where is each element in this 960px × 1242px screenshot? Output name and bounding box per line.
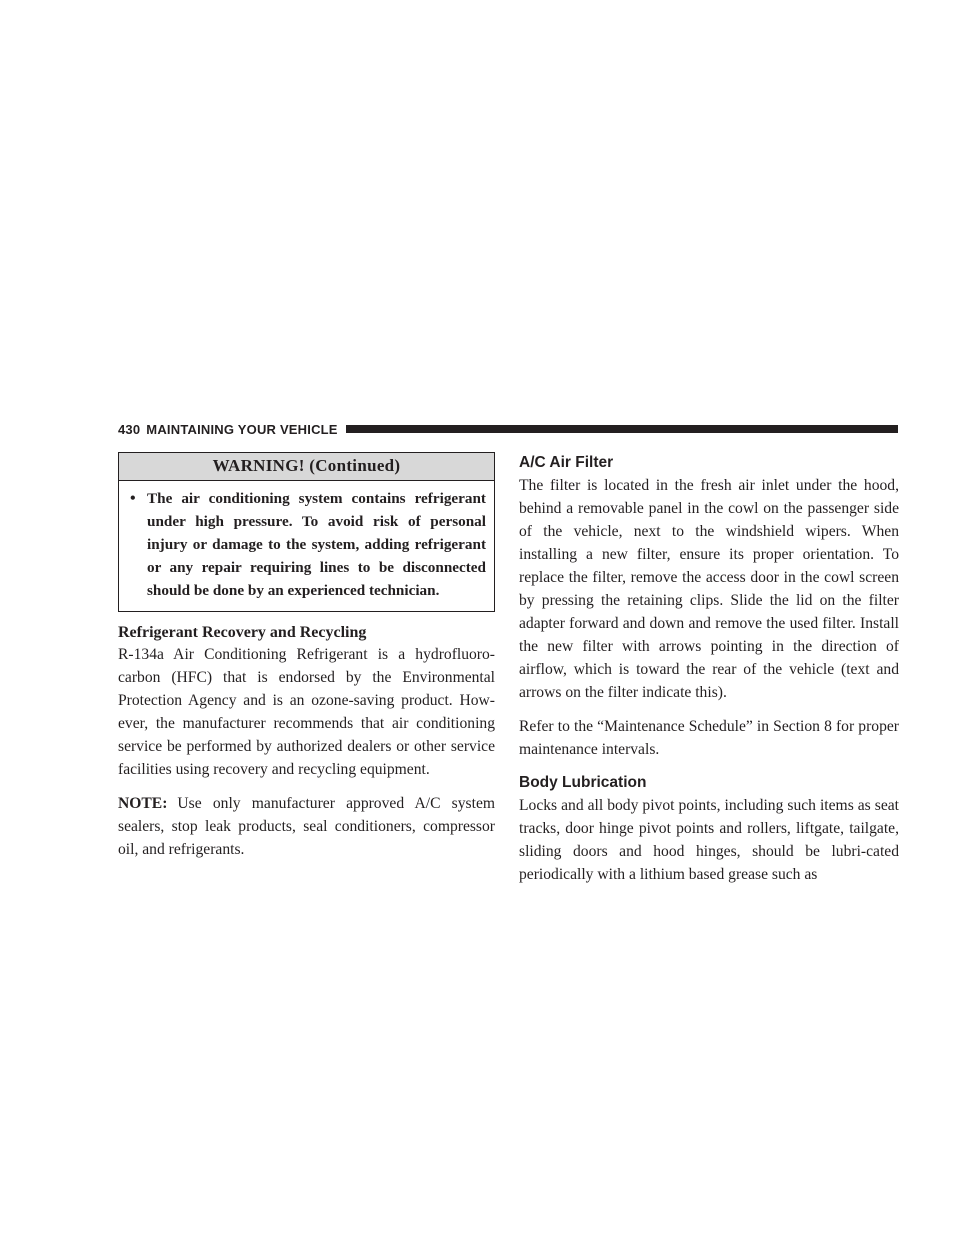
left-column [118,452,495,861]
section-title: MAINTAINING YOUR VEHICLE [146,421,338,437]
refrigerant-paragraph: R-134a Air Conditioning Refrigerant is a hydrofluoro-carbon (HFC) that is endorsed by the Environmental Protection Agency and is an ozone-saving product. How-ever, the manufacturer recommends that air conditioning service be performed by authorized dealers or other service facilities using recovery and recycling equipment. [118,646,495,778]
body-lubrication-paragraph: Locks and all body pivot points, including such items as seat tracks, door hinge pivot points and rollers, liftgate, tailgate, sliding doors and hood hinges, should be lubri-cated periodically with a lithium based grease such as [519,797,899,883]
note-paragraph [118,792,495,861]
ac-filter-paragraph: The filter is located in the fresh air inlet under the hood, behind a removable panel in the cowl on the passenger side of the vehicle, next to the windshield wipers. When installing a new filter, ensure its proper orientation. To replace the filter, remove the access door in the cowl screen by pressing the retaining clips. Slide the lid on the filter adapter forward and down and remove the used filter. Install the new filter with arrows pointing in the direction of airflow, which is toward the rear of the vehicle (text and arrows on the filter indicate this). [519,477,899,701]
page-number: 430 [118,421,141,437]
right-column [519,452,899,886]
page-header [118,421,898,437]
note-text: Use only manufacturer approved A/C system sealers, stop leak products, seal conditioners, compressor oil, and refrigerants. [118,795,495,858]
warning-title: WARNING! (Continued) [119,453,494,481]
refrigerant-heading: Refrigerant Recovery and Recycling [118,624,367,641]
note-label: NOTE: [118,795,168,812]
body-lubrication-heading: Body Lubrication [519,774,647,791]
schedule-paragraph: Refer to the “Maintenance Schedule” in Section 8 for proper maintenance intervals. [519,718,899,758]
warning-box [118,452,495,612]
warning-body [119,481,494,611]
ac-filter-heading: A/C Air Filter [519,454,614,471]
header-rule [346,425,898,433]
warning-text: The air conditioning system contains refrigerant under high pressure. To avoid risk of personal injury or damage to the system, adding refrigerant or any repair requiring lines to be disconnected should be done by an experienced technician. [147,490,486,599]
bullet-icon: • [130,490,136,507]
